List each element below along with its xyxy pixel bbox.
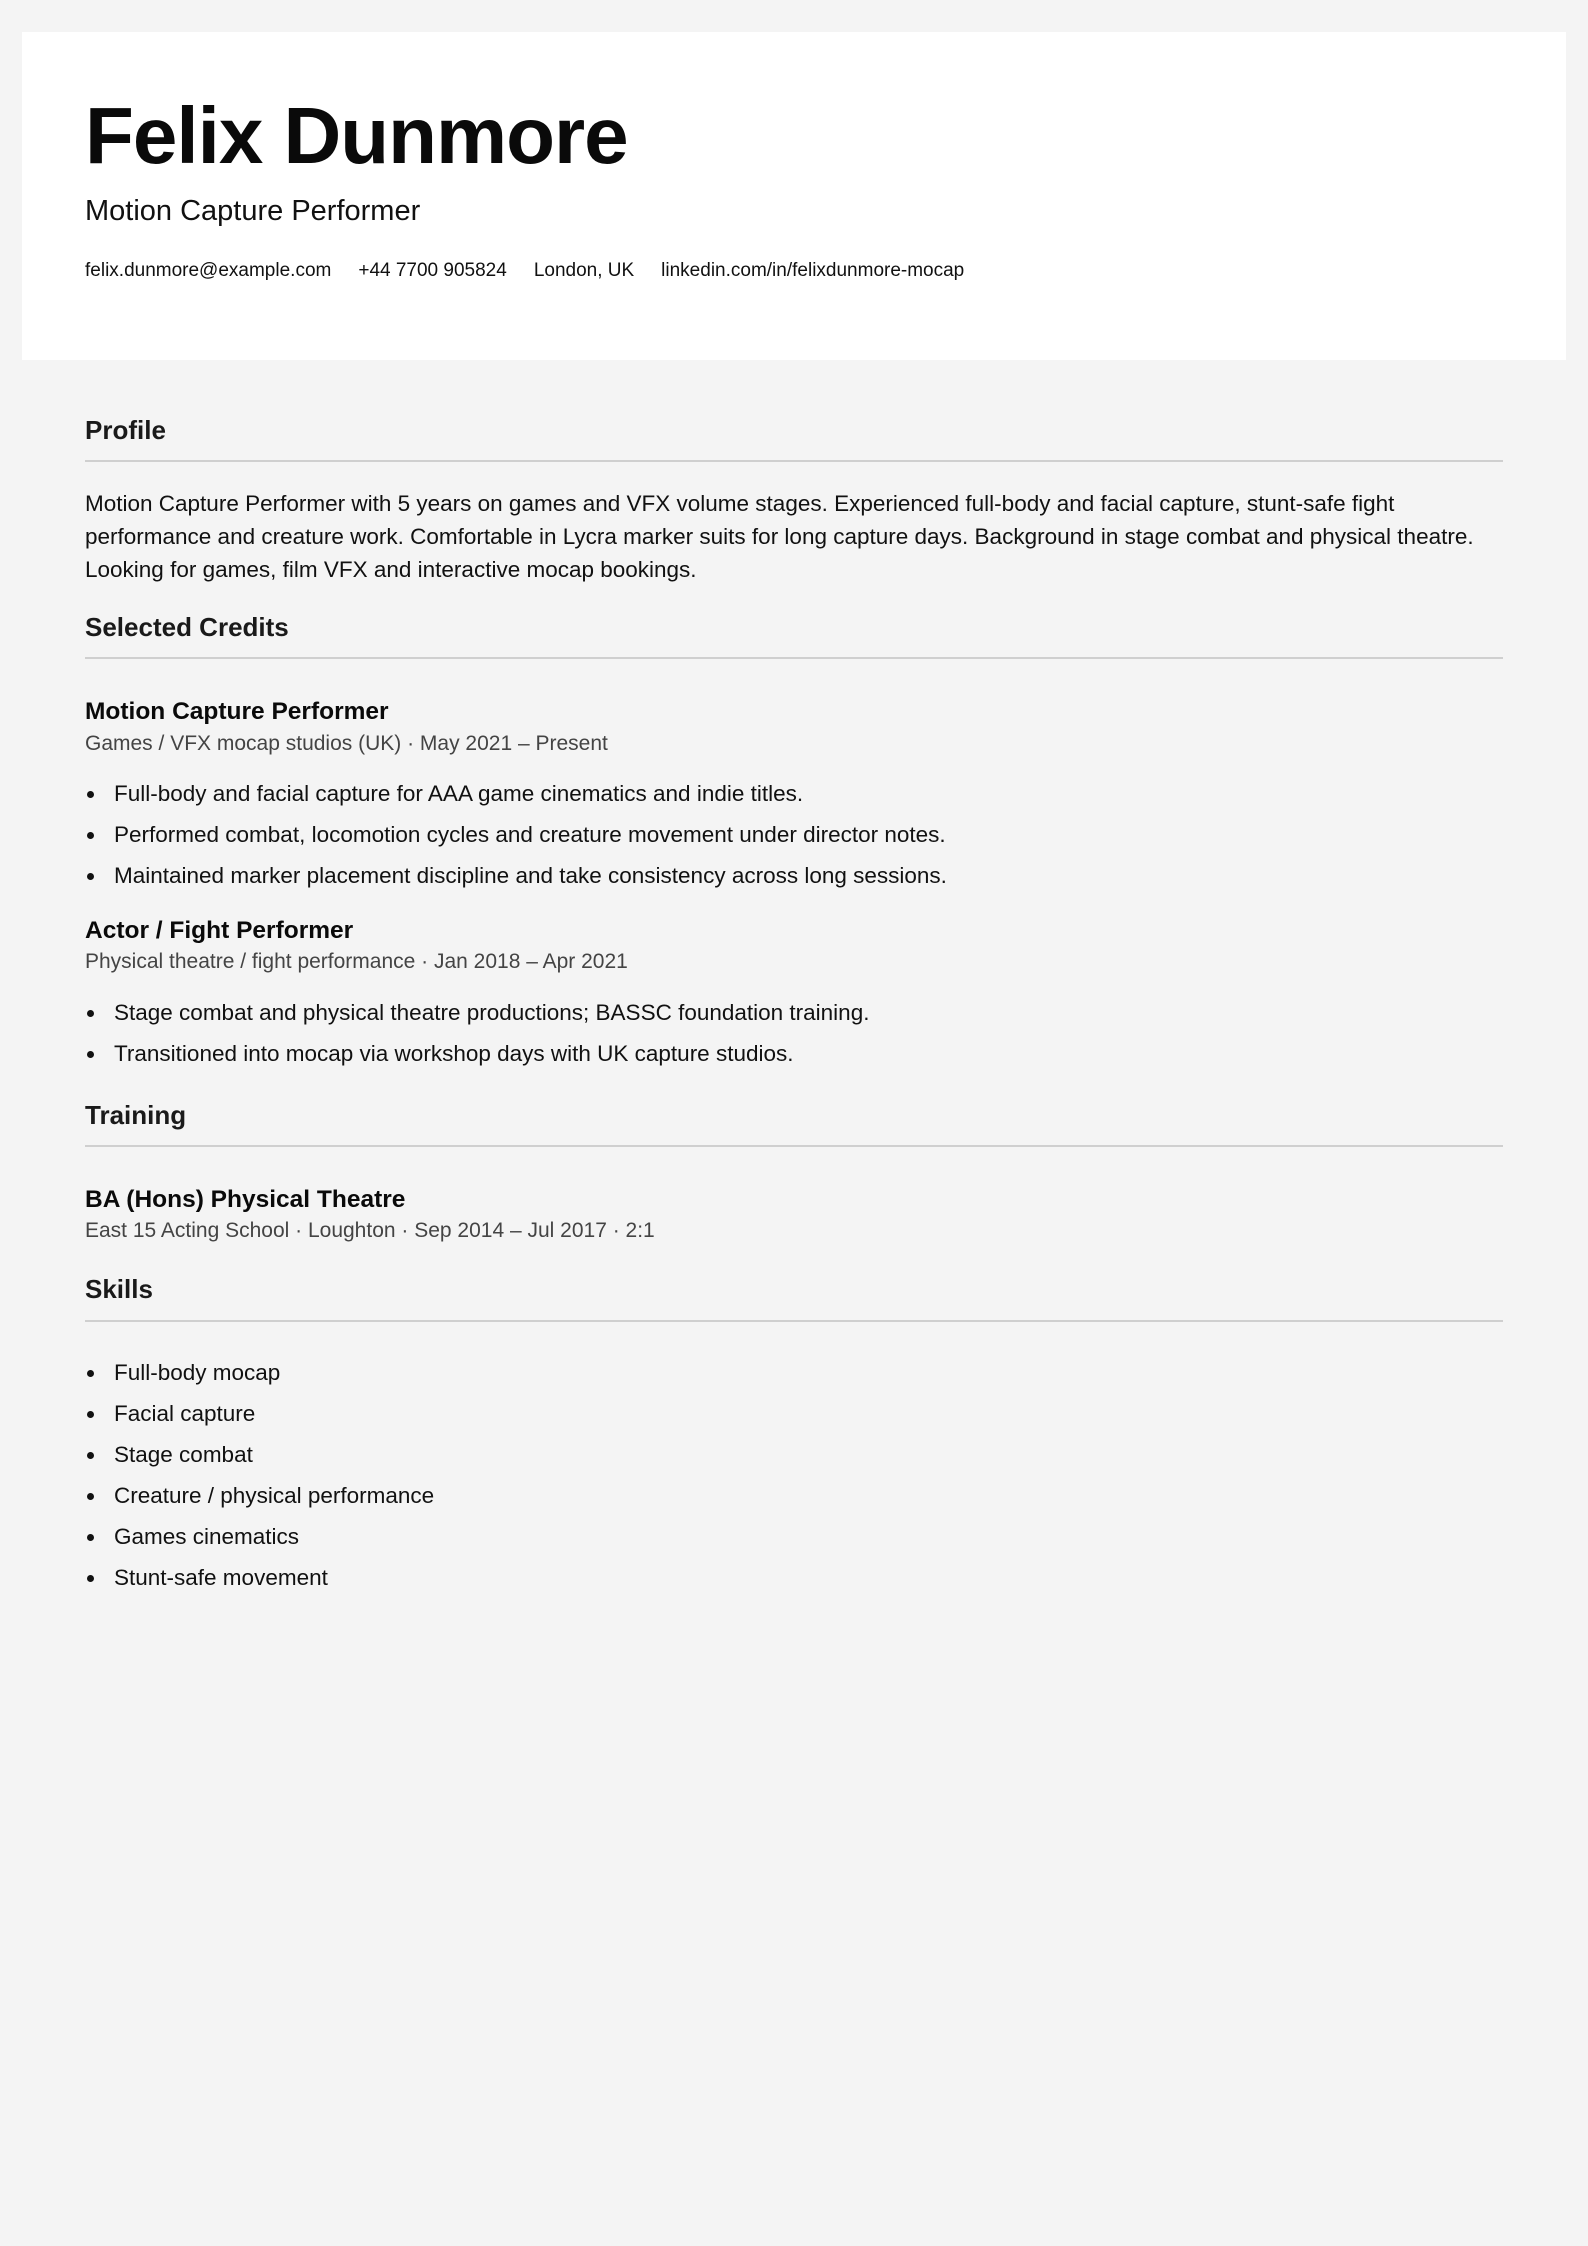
profile-heading: Profile: [85, 415, 166, 445]
list-item: Stage combat and physical theatre productions; BASSC foundation training.: [85, 992, 1503, 1033]
list-item: Transitioned into mocap via workshop days with UK capture studios.: [85, 1033, 1503, 1074]
credits-heading: Selected Credits: [85, 612, 289, 643]
list-item: Performed combat, locomotion cycles and creature movement under director notes.: [85, 814, 1503, 855]
role-title: Actor / Fight Performer: [85, 917, 354, 945]
credits-section: [85, 612, 1503, 1073]
skill-item: Facial capture: [85, 1393, 1503, 1434]
role-meta: Games / VFX mocap studios (UK) · May 2021 – Present: [85, 731, 608, 755]
resume-header: [22, 32, 1566, 360]
role-bullets: [85, 773, 1503, 896]
role-bullets: [85, 992, 1503, 1074]
profile-summary: Motion Capture Performer with 5 years on games and VFX volume stages. Experienced full-body and facial capture, stunt-safe fight performance and creature work. Comfortable in Lycra marker suits for long capture days. Background in stage combat and physical theatre. Looking for games, film VFX and interactive mocap bookings.: [85, 491, 1474, 583]
skill-item: Stunt-safe movement: [85, 1557, 1503, 1598]
contact-linkedin[interactable]: linkedin.com/in/felixdunmore-mocap: [661, 260, 965, 281]
list-item: Full-body and facial capture for AAA game cinematics and indie titles.: [85, 773, 1503, 814]
section-divider: [85, 1145, 1503, 1147]
skill-item: Full-body mocap: [85, 1352, 1503, 1393]
contact-info: [85, 260, 964, 283]
skills-section: [85, 1274, 1503, 1597]
skill-item: Stage combat: [85, 1434, 1503, 1475]
candidate-name: Felix Dunmore: [85, 91, 628, 180]
contact-location: London, UK: [533, 260, 635, 281]
list-item: Maintained marker placement discipline and take consistency across long sessions.: [85, 855, 1503, 896]
resume-body: [85, 360, 1503, 1598]
role-meta: Physical theatre / fight performance · Jan 2018 – Apr 2021: [85, 950, 628, 974]
skill-item: Creature / physical performance: [85, 1475, 1503, 1516]
training-section: [85, 1100, 1503, 1245]
contact-phone[interactable]: +44 7700 905824: [358, 260, 507, 281]
profile-section: [85, 415, 1503, 586]
degree-title: BA (Hons) Physical Theatre: [85, 1185, 406, 1213]
skills-list: [85, 1352, 1503, 1598]
role-title: Motion Capture Performer: [85, 698, 389, 726]
degree-meta: East 15 Acting School · Loughton · Sep 2014 – Jul 2017 · 2:1: [85, 1219, 655, 1243]
skills-heading: Skills: [85, 1274, 153, 1305]
training-heading: Training: [85, 1099, 187, 1130]
candidate-headline: Motion Capture Performer: [85, 195, 421, 227]
contact-email[interactable]: felix.dunmore@example.com: [85, 260, 332, 281]
skill-item: Games cinematics: [85, 1516, 1503, 1557]
section-divider: [85, 460, 1503, 462]
section-divider: [85, 657, 1503, 659]
section-divider: [85, 1320, 1503, 1322]
credit-entry: [85, 916, 1503, 1074]
credit-entry: [85, 697, 1503, 896]
